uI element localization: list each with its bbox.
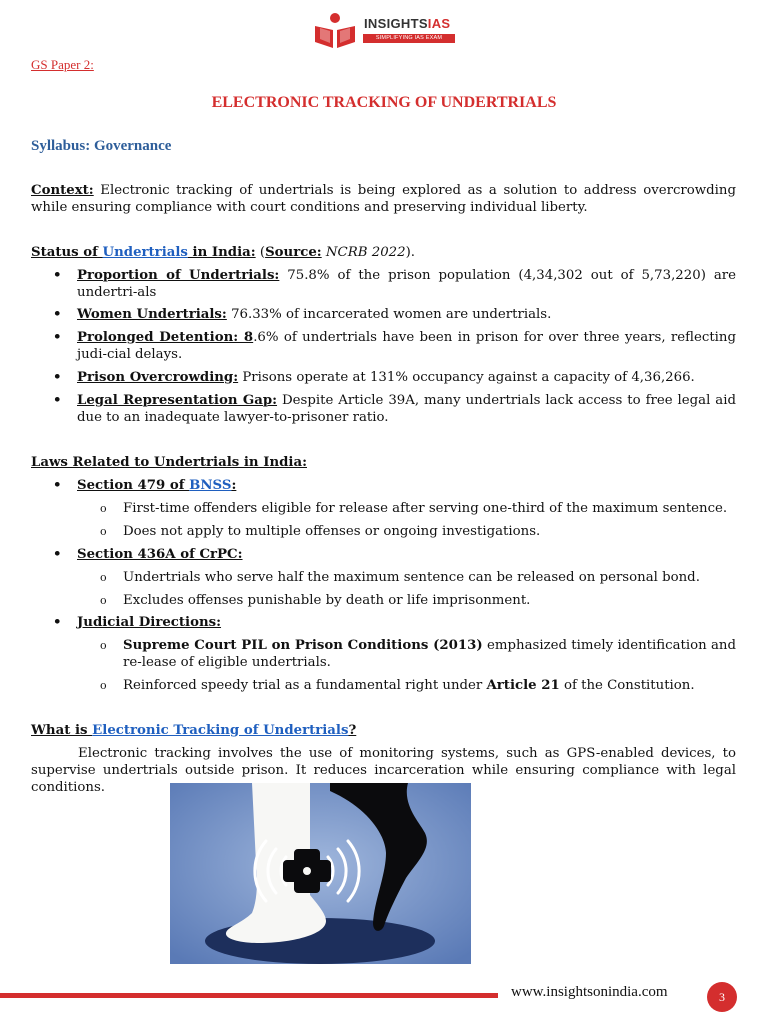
sec436-sub-2: o Excludes offenses punishable by death or life imprisonment.	[100, 593, 531, 608]
insightsias-logo	[312, 10, 462, 50]
circle-bullet-icon: o	[100, 594, 107, 607]
status-heading: Status of Undertrials in India: (Source: NCRB 2022).	[31, 245, 415, 260]
sec479-sub-2: o Does not apply to multiple offenses or ongoing investigations.	[100, 524, 541, 539]
sec436-sub-1: o Undertrials who serve half the maximum sentence can be released on personal bond.	[100, 570, 700, 585]
circle-bullet-icon: o	[100, 679, 107, 692]
sec479-sub-1: o First-time offenders eligible for release after serving one-third of the maximum sentence.	[100, 501, 728, 516]
bullet-dot-icon: •	[53, 268, 62, 283]
context-paragraph: Context: Electronic tracking of undertrials is being explored as a solution to address overcrowding while ensuring compliance with court conditions and preserving individual liberty.	[31, 183, 736, 215]
status-bullet-5: • Legal Representation Gap: Despite Article 39A, many undertrials lack access to free legal aid due to an inadequate lawyer-to-prisoner ratio.	[53, 393, 736, 425]
bullet-dot-icon: •	[53, 615, 62, 630]
syllabus-line: Syllabus: Governance	[31, 138, 172, 154]
status-bullet-3: • Prolonged Detention: 8.6% of undertrials have been in prison for over three years, reflecting judi-cial delays.	[53, 330, 736, 362]
book-person-icon	[312, 12, 358, 50]
logo-text: INSIGHTSIAS	[364, 16, 451, 31]
laws-heading: Laws Related to Undertrials in India:	[31, 455, 307, 470]
undertrials-link[interactable]: Undertrials	[102, 245, 188, 260]
circle-bullet-icon: o	[100, 502, 107, 515]
bullet-dot-icon: •	[53, 307, 62, 322]
judicial-sub-2: o Reinforced speedy trial as a fundamental right under Article 21 of the Constitution.	[100, 678, 695, 693]
circle-bullet-icon: o	[100, 571, 107, 584]
law-section-436a: • Section 436A of CrPC:	[53, 547, 243, 562]
status-bullet-1: • Proportion of Undertrials: 75.8% of the prison population (4,34,302 out of 5,73,220) are undertri-als	[53, 268, 736, 300]
gs-paper-label: GS Paper 2:	[31, 57, 94, 72]
bullet-dot-icon: •	[53, 370, 62, 385]
context-label: Context:	[31, 183, 94, 198]
logo-tagline: SIMPLIFYING IAS EXAM PREPARATION	[363, 34, 455, 43]
bnss-link[interactable]: BNSS	[189, 478, 232, 493]
what-is-heading: What is Electronic Tracking of Undertrials?	[31, 723, 357, 738]
footer-rule	[0, 993, 498, 998]
bullet-dot-icon: •	[53, 330, 62, 345]
law-section-479: • Section 479 of BNSS:	[53, 478, 237, 493]
bullet-dot-icon: •	[53, 547, 62, 562]
page-title: ELECTRONIC TRACKING OF UNDERTRIALS	[211, 94, 557, 111]
status-bullet-4: • Prison Overcrowding: Prisons operate at 131% occupancy against a capacity of 4,36,266.	[53, 370, 695, 385]
circle-bullet-icon: o	[100, 639, 107, 652]
status-bullet-2: • Women Undertrials: 76.33% of incarcerated women are undertrials.	[53, 307, 552, 322]
circle-bullet-icon: o	[100, 525, 107, 538]
what-is-paragraph: Electronic tracking involves the use of monitoring systems, such as GPS-enabled devices, to supervise undertrials outside prison. It reduces incarceration while ensuring compliance with legal conditions.	[31, 746, 736, 795]
bullet-dot-icon: •	[53, 393, 62, 408]
page-number-badge: 3	[707, 982, 737, 1012]
electronic-tracking-link[interactable]: Electronic Tracking of Undertrials	[92, 723, 349, 738]
judicial-sub-1: o Supreme Court PIL on Prison Conditions (2013) emphasized timely identification and re-lease of eligible undertrials.	[100, 638, 736, 670]
law-judicial-directions: • Judicial Directions:	[53, 615, 222, 630]
ankle-monitor-illustration	[170, 783, 471, 964]
bullet-dot-icon: •	[53, 478, 62, 493]
footer-website-link[interactable]: www.insightsonindia.com	[511, 984, 668, 1000]
